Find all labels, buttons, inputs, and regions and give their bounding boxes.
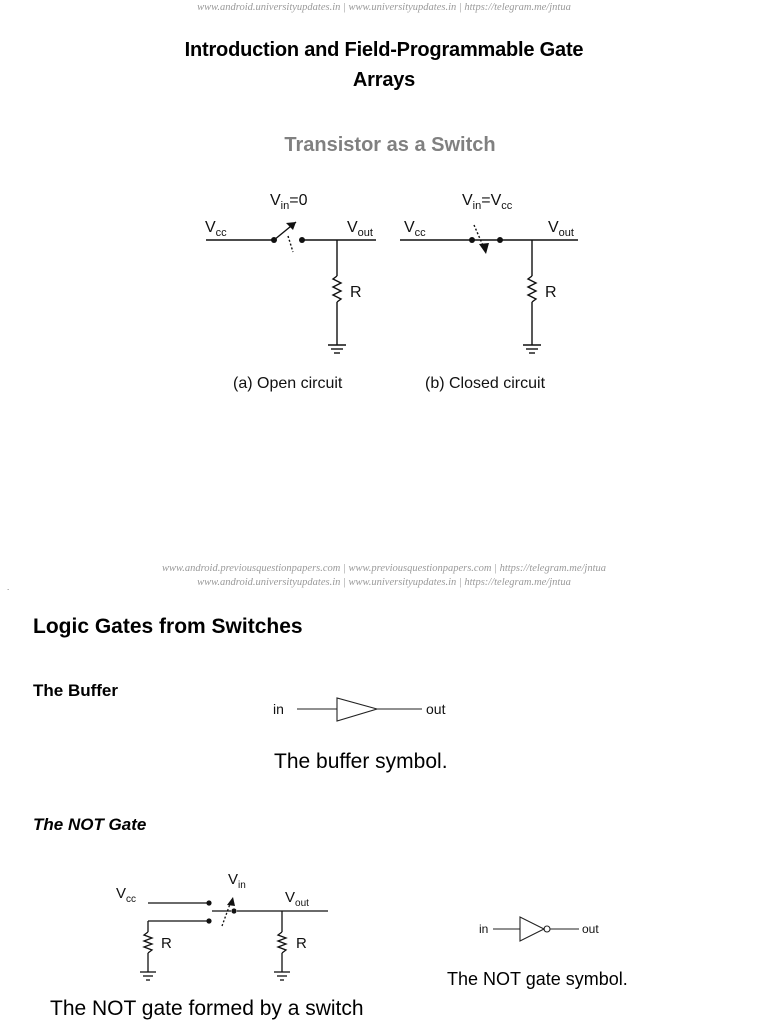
not-right-r-label: R: [296, 935, 307, 952]
closed-vout-label: $V_{out}$: [548, 219, 574, 239]
open-r-label: R: [350, 284, 362, 301]
not-right-resistor: [278, 932, 286, 953]
closed-contact-right: [497, 237, 503, 243]
closed-contact-left: [469, 237, 475, 243]
not-symbol-caption: The NOT gate symbol.: [447, 969, 628, 989]
not-left-resistor: [144, 932, 152, 953]
watermark-mid-1: www.android.previousquestionpapers.com | www.previousquestionpapers.com | https://telegram.me/jntua: [161, 563, 607, 574]
not-triangle: [520, 917, 544, 941]
not-vin-label: $V_{in}$: [228, 871, 246, 891]
not-actuator: [222, 904, 230, 926]
closed-caption: (b) Closed circuit: [425, 375, 546, 392]
open-contact-right: [299, 237, 305, 243]
not-out-label: out: [582, 922, 599, 936]
open-vcc-label: $V_{cc}$: [205, 219, 227, 239]
buffer-heading: The Buffer: [33, 681, 118, 700]
open-vout-label: $V_{out}$: [347, 219, 373, 239]
buffer-caption: The buffer symbol.: [274, 750, 448, 773]
buffer-symbol: [260, 692, 470, 726]
not-vcc-label: $V_{cc}$: [116, 885, 137, 905]
not-left-r-label: R: [161, 935, 172, 952]
watermark-top: www.android.universityupdates.in | www.universityupdates.in | https://telegram.me/jntua: [197, 2, 571, 13]
closed-r-label: R: [545, 284, 557, 301]
page-title-line-2: Arrays: [352, 69, 416, 91]
buffer-triangle: [337, 698, 377, 721]
section-subtitle: Transistor as a Switch: [284, 134, 496, 156]
open-vin-label: $V_{in}=0$: [270, 192, 308, 212]
open-contact-left: [271, 237, 277, 243]
closed-vcc-label: $V_{cc}$: [404, 219, 426, 239]
not-switch-caption: The NOT gate formed by a switch: [50, 997, 364, 1020]
closed-resistor: [528, 276, 536, 302]
not-gate-symbol: [470, 910, 620, 946]
switch-figure: [0, 180, 768, 400]
buffer-out-label: out: [426, 701, 446, 717]
closed-vin-label: $V_{in}=V_{cc}$: [462, 192, 513, 212]
page-title-line-1: Introduction and Field-Programmable Gate: [184, 39, 584, 61]
not-switch-figure: [100, 860, 340, 992]
not-gate-heading: The NOT Gate: [33, 815, 147, 834]
not-vout-label: $V_{out}$: [285, 889, 309, 909]
buffer-in-label: in: [273, 701, 284, 717]
open-caption: (a) Open circuit: [233, 375, 343, 392]
open-actuator: [288, 236, 293, 252]
logic-gates-heading: Logic Gates from Switches: [33, 615, 303, 638]
not-contact-top: [206, 900, 211, 905]
watermark-mid-2: www.android.universityupdates.in | www.universityupdates.in | https://telegram.me/jntua: [197, 577, 571, 588]
not-arrowhead: [227, 897, 235, 906]
page-mark: .: [7, 583, 10, 592]
not-in-label: in: [479, 922, 489, 936]
not-contact-bottom: [206, 918, 211, 923]
not-contact-pivot: [231, 908, 236, 913]
open-resistor: [333, 276, 341, 302]
closed-arrowhead: [479, 243, 489, 254]
